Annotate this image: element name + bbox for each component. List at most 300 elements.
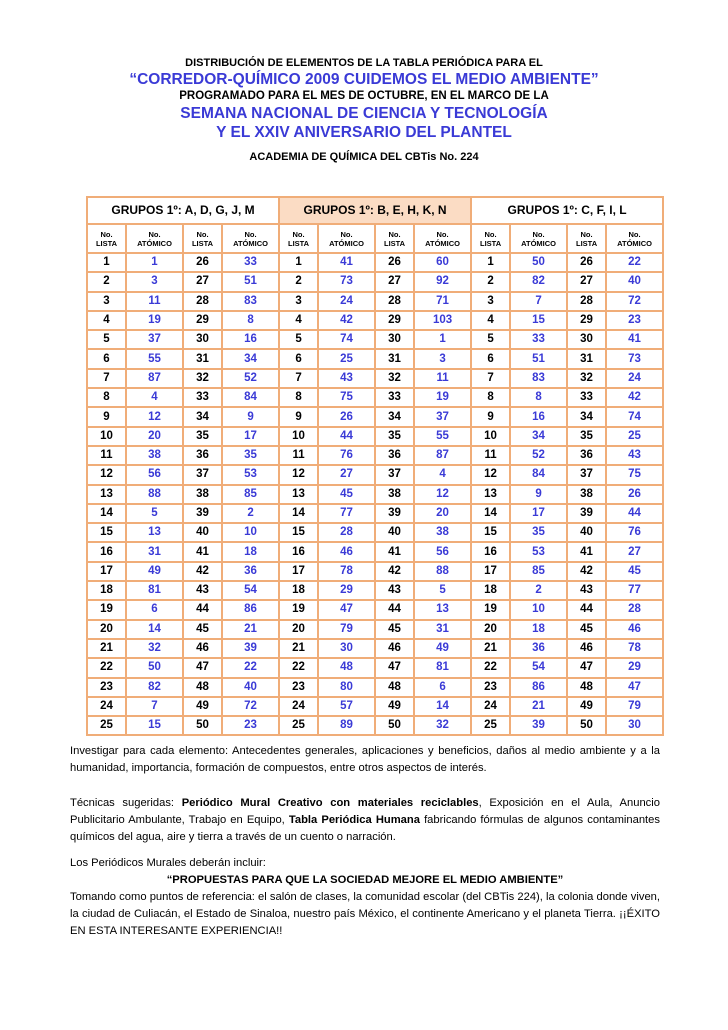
mural-technique: Periódico Mural Creativo con materiales reciclables [181, 797, 479, 809]
list-number-cell: 49 [567, 697, 606, 716]
column-header-bottom: LISTA [95, 238, 118, 248]
atomic-number-cell: 75 [606, 465, 663, 484]
list-number-cell: 23 [471, 678, 510, 697]
techniques-text: Técnicas sugeridas: [70, 797, 182, 809]
atomic-number-cell: 49 [126, 562, 183, 581]
list-number-cell: 42 [183, 562, 222, 581]
table-row [87, 562, 663, 581]
column-header-bottom: ATÓMICO [521, 238, 556, 248]
table-row [87, 369, 663, 388]
atomic-number-cell: 17 [510, 504, 567, 523]
list-number-cell: 49 [375, 697, 414, 716]
column-header [375, 224, 414, 253]
atomic-number-cell: 16 [510, 407, 567, 426]
list-number-cell: 35 [567, 427, 606, 446]
column-header-top: No. [148, 229, 161, 239]
atomic-number-cell: 55 [126, 349, 183, 368]
atomic-number-cell: 103 [414, 311, 471, 330]
atomic-number-cell: 26 [318, 407, 375, 426]
column-header-top: No. [196, 229, 209, 239]
atomic-number-cell: 11 [414, 369, 471, 388]
list-number-cell: 14 [279, 504, 318, 523]
atomic-number-cell: 45 [606, 562, 663, 581]
atomic-number-cell: 46 [318, 542, 375, 561]
group-header-row [87, 197, 663, 224]
list-number-cell: 39 [567, 504, 606, 523]
table-row [87, 465, 663, 484]
list-number-cell: 16 [87, 542, 126, 561]
column-header [471, 224, 510, 253]
atomic-number-cell: 92 [414, 272, 471, 291]
table-row [87, 330, 663, 349]
list-number-cell: 21 [471, 639, 510, 658]
atomic-number-cell: 43 [318, 369, 375, 388]
research-paragraph: Investigar para cada elemento: Antecedentes generales, aplicaciones y beneficios, daños al medio ambiente y a la humanidad, importancia, formación de compuestos, entre otros aspectos de interés. [70, 745, 660, 774]
atomic-number-cell: 51 [222, 272, 279, 291]
list-number-cell: 19 [471, 600, 510, 619]
table-row [87, 620, 663, 639]
academy-line: ACADEMIA DE QUÍMICA DEL CBTis No. 224 [249, 151, 479, 163]
list-number-cell: 19 [279, 600, 318, 619]
atomic-number-cell: 52 [222, 369, 279, 388]
list-number-cell: 8 [87, 388, 126, 407]
atomic-number-cell: 38 [414, 523, 471, 542]
list-number-cell: 32 [567, 369, 606, 388]
table-row [87, 427, 663, 446]
atomic-number-cell: 16 [222, 330, 279, 349]
atomic-number-cell: 87 [414, 446, 471, 465]
list-number-cell: 37 [375, 465, 414, 484]
list-number-cell: 31 [183, 349, 222, 368]
list-number-cell: 32 [183, 369, 222, 388]
column-header-top: No. [436, 229, 449, 239]
table-row [87, 253, 663, 272]
column-header [414, 224, 471, 253]
table-row [87, 542, 663, 561]
atomic-number-cell: 33 [222, 253, 279, 272]
atomic-number-cell: 81 [414, 658, 471, 677]
atomic-number-cell: 21 [222, 620, 279, 639]
techniques-text: fabricando fórmulas de algunos contaminantes químicos del agua, aire y tierra a través de un cuento o narración. [70, 814, 660, 843]
atomic-number-cell: 31 [414, 620, 471, 639]
column-header-bottom: ATÓMICO [233, 238, 268, 248]
list-number-cell: 18 [471, 581, 510, 600]
list-number-cell: 41 [183, 542, 222, 561]
element-distribution-table [86, 196, 664, 736]
list-number-cell: 47 [375, 658, 414, 677]
list-number-cell: 9 [87, 407, 126, 426]
atomic-number-cell: 88 [126, 485, 183, 504]
atomic-number-cell: 85 [222, 485, 279, 504]
list-number-cell: 45 [375, 620, 414, 639]
list-number-cell: 6 [279, 349, 318, 368]
list-number-cell: 26 [375, 253, 414, 272]
atomic-number-cell: 44 [606, 504, 663, 523]
atomic-number-cell: 25 [318, 349, 375, 368]
list-number-cell: 48 [183, 678, 222, 697]
list-number-cell: 5 [471, 330, 510, 349]
atomic-number-cell: 6 [414, 678, 471, 697]
column-header-bottom: ATÓMICO [425, 238, 460, 248]
list-number-cell: 29 [183, 311, 222, 330]
atomic-number-cell: 84 [222, 388, 279, 407]
atomic-number-cell: 76 [606, 523, 663, 542]
atomic-number-cell: 45 [318, 485, 375, 504]
list-number-cell: 14 [471, 504, 510, 523]
atomic-number-cell: 85 [510, 562, 567, 581]
atomic-number-cell: 8 [222, 311, 279, 330]
list-number-cell: 24 [471, 697, 510, 716]
list-number-cell: 38 [183, 485, 222, 504]
atomic-number-cell: 80 [318, 678, 375, 697]
table-row [87, 697, 663, 716]
table-body [87, 253, 663, 735]
column-header-top: No. [244, 229, 257, 239]
atomic-number-cell: 73 [318, 272, 375, 291]
atomic-number-cell: 7 [126, 697, 183, 716]
list-number-cell: 5 [279, 330, 318, 349]
column-header-bottom: LISTA [480, 238, 502, 248]
list-number-cell: 38 [567, 485, 606, 504]
atomic-number-cell: 82 [126, 678, 183, 697]
list-number-cell: 3 [471, 292, 510, 311]
list-number-cell: 12 [471, 465, 510, 484]
list-number-cell: 22 [279, 658, 318, 677]
week-title: SEMANA NACIONAL DE CIENCIA Y TECNOLOGÍA [180, 105, 548, 122]
list-number-cell: 32 [375, 369, 414, 388]
list-number-cell: 26 [183, 253, 222, 272]
list-number-cell: 21 [279, 639, 318, 658]
atomic-number-cell: 28 [318, 523, 375, 542]
column-header-top: No. [100, 229, 113, 239]
group-header: GRUPOS 1º: C, F, I, L [471, 197, 663, 224]
atomic-number-cell: 14 [126, 620, 183, 639]
list-number-cell: 45 [567, 620, 606, 639]
atomic-number-cell: 6 [126, 600, 183, 619]
header-line-3: PROGRAMADO PARA EL MES DE OCTUBRE, EN EL MARCO DE LA [179, 90, 549, 102]
list-number-cell: 41 [375, 542, 414, 561]
list-number-cell: 50 [567, 716, 606, 735]
atomic-number-cell: 3 [414, 349, 471, 368]
column-header [567, 224, 606, 253]
column-header [279, 224, 318, 253]
atomic-number-cell: 13 [414, 600, 471, 619]
list-number-cell: 14 [87, 504, 126, 523]
atomic-number-cell: 32 [414, 716, 471, 735]
atomic-number-cell: 79 [318, 620, 375, 639]
column-header-top: No. [292, 229, 305, 239]
list-number-cell: 35 [375, 427, 414, 446]
list-number-cell: 10 [279, 427, 318, 446]
list-number-cell: 4 [279, 311, 318, 330]
atomic-number-cell: 9 [510, 485, 567, 504]
list-number-cell: 26 [567, 253, 606, 272]
list-number-cell: 45 [183, 620, 222, 639]
atomic-number-cell: 15 [510, 311, 567, 330]
table-row [87, 407, 663, 426]
atomic-number-cell: 74 [318, 330, 375, 349]
atomic-number-cell: 87 [126, 369, 183, 388]
list-number-cell: 22 [471, 658, 510, 677]
list-number-cell: 34 [567, 407, 606, 426]
column-header [87, 224, 126, 253]
atomic-number-cell: 46 [606, 620, 663, 639]
list-number-cell: 7 [87, 369, 126, 388]
atomic-number-cell: 75 [318, 388, 375, 407]
list-number-cell: 48 [567, 678, 606, 697]
atomic-number-cell: 56 [126, 465, 183, 484]
atomic-number-cell: 89 [318, 716, 375, 735]
atomic-number-cell: 60 [414, 253, 471, 272]
atomic-number-cell: 37 [126, 330, 183, 349]
table-row [87, 658, 663, 677]
atomic-number-cell: 39 [222, 639, 279, 658]
list-number-cell: 47 [567, 658, 606, 677]
column-header-top: No. [340, 229, 353, 239]
list-number-cell: 37 [567, 465, 606, 484]
column-header [318, 224, 375, 253]
list-number-cell: 50 [375, 716, 414, 735]
atomic-number-cell: 55 [414, 427, 471, 446]
list-number-cell: 1 [471, 253, 510, 272]
atomic-number-cell: 48 [318, 658, 375, 677]
list-number-cell: 43 [567, 581, 606, 600]
list-number-cell: 29 [567, 311, 606, 330]
list-number-cell: 30 [375, 330, 414, 349]
murals-text: Tomando como puntos de referencia: el salón de clases, la comunidad escolar (del CBTis 224), la colonia donde viven, la ciudad de Culiacán, el Estado de Sinaloa, nuestro país México, el continente Americano y el planeta Tierra. ¡¡ÉXITO EN ESTA INTERESANTE EXPERIENCIA!! [70, 891, 660, 937]
column-header-top: No. [484, 229, 497, 239]
list-number-cell: 31 [375, 349, 414, 368]
atomic-number-cell: 40 [222, 678, 279, 697]
atomic-number-cell: 20 [414, 504, 471, 523]
atomic-number-cell: 27 [606, 542, 663, 561]
atomic-number-cell: 19 [126, 311, 183, 330]
atomic-number-cell: 19 [414, 388, 471, 407]
atomic-number-cell: 21 [510, 697, 567, 716]
table-row [87, 292, 663, 311]
human-table-technique: Tabla Periódica Humana [288, 814, 420, 826]
list-number-cell: 9 [471, 407, 510, 426]
atomic-number-cell: 76 [318, 446, 375, 465]
list-number-cell: 19 [87, 600, 126, 619]
list-number-cell: 11 [87, 446, 126, 465]
techniques-text: , Exposición en el Aula, Anuncio Publicitario Ambulante, Trabajo en Equipo, [70, 797, 660, 826]
atomic-number-cell: 36 [222, 562, 279, 581]
list-number-cell: 27 [567, 272, 606, 291]
list-number-cell: 17 [279, 562, 318, 581]
list-number-cell: 9 [279, 407, 318, 426]
list-number-cell: 11 [471, 446, 510, 465]
atomic-number-cell: 54 [510, 658, 567, 677]
atomic-number-cell: 53 [222, 465, 279, 484]
atomic-number-cell: 4 [126, 388, 183, 407]
atomic-number-cell: 86 [510, 678, 567, 697]
list-number-cell: 23 [279, 678, 318, 697]
column-header-bottom: LISTA [383, 238, 406, 248]
atomic-number-cell: 25 [606, 427, 663, 446]
list-number-cell: 40 [183, 523, 222, 542]
list-number-cell: 38 [375, 485, 414, 504]
atomic-number-cell: 84 [510, 465, 567, 484]
list-number-cell: 27 [375, 272, 414, 291]
atomic-number-cell: 30 [318, 639, 375, 658]
table-row [87, 523, 663, 542]
list-number-cell: 36 [183, 446, 222, 465]
list-number-cell: 18 [279, 581, 318, 600]
list-number-cell: 43 [183, 581, 222, 600]
atomic-number-cell: 50 [510, 253, 567, 272]
atomic-number-cell: 10 [510, 600, 567, 619]
column-header-top: No. [628, 229, 641, 239]
column-header-bottom: ATÓMICO [137, 238, 172, 248]
atomic-number-cell: 5 [414, 581, 471, 600]
list-number-cell: 7 [279, 369, 318, 388]
column-header [126, 224, 183, 253]
list-number-cell: 12 [279, 465, 318, 484]
column-header-row [87, 224, 663, 253]
list-number-cell: 20 [87, 620, 126, 639]
anniversary-title: Y EL XXIV ANIVERSARIO DEL PLANTEL [216, 124, 512, 141]
column-header [606, 224, 663, 253]
atomic-number-cell: 42 [606, 388, 663, 407]
list-number-cell: 18 [87, 581, 126, 600]
atomic-number-cell: 24 [318, 292, 375, 311]
column-header-bottom: LISTA [287, 238, 310, 248]
atomic-number-cell: 23 [222, 716, 279, 735]
list-number-cell: 21 [87, 639, 126, 658]
atomic-number-cell: 18 [510, 620, 567, 639]
atomic-number-cell: 77 [318, 504, 375, 523]
techniques-paragraph [70, 795, 660, 846]
list-number-cell: 50 [183, 716, 222, 735]
column-header-bottom: LISTA [576, 238, 598, 248]
atomic-number-cell: 38 [126, 446, 183, 465]
list-number-cell: 16 [471, 542, 510, 561]
atomic-number-cell: 72 [606, 292, 663, 311]
atomic-number-cell: 1 [414, 330, 471, 349]
atomic-number-cell: 32 [126, 639, 183, 658]
list-number-cell: 34 [375, 407, 414, 426]
list-number-cell: 46 [183, 639, 222, 658]
atomic-number-cell: 49 [414, 639, 471, 658]
atomic-number-cell: 51 [510, 349, 567, 368]
atomic-number-cell: 36 [510, 639, 567, 658]
atomic-number-cell: 35 [510, 523, 567, 542]
list-number-cell: 20 [279, 620, 318, 639]
atomic-number-cell: 3 [126, 272, 183, 291]
atomic-number-cell: 71 [414, 292, 471, 311]
list-number-cell: 28 [183, 292, 222, 311]
table-row [87, 446, 663, 465]
list-number-cell: 24 [87, 697, 126, 716]
atomic-number-cell: 18 [222, 542, 279, 561]
atomic-number-cell: 20 [126, 427, 183, 446]
list-number-cell: 37 [183, 465, 222, 484]
list-number-cell: 6 [87, 349, 126, 368]
list-number-cell: 36 [567, 446, 606, 465]
atomic-number-cell: 24 [606, 369, 663, 388]
atomic-number-cell: 15 [126, 716, 183, 735]
list-number-cell: 2 [471, 272, 510, 291]
list-number-cell: 12 [87, 465, 126, 484]
list-number-cell: 44 [567, 600, 606, 619]
list-number-cell: 49 [183, 697, 222, 716]
list-number-cell: 23 [87, 678, 126, 697]
list-number-cell: 33 [375, 388, 414, 407]
atomic-number-cell: 11 [126, 292, 183, 311]
column-header-top: No. [532, 229, 545, 239]
atomic-number-cell: 22 [222, 658, 279, 677]
list-number-cell: 44 [183, 600, 222, 619]
atomic-number-cell: 35 [222, 446, 279, 465]
column-header-top: No. [580, 229, 593, 239]
list-number-cell: 22 [87, 658, 126, 677]
atomic-number-cell: 12 [126, 407, 183, 426]
atomic-number-cell: 86 [222, 600, 279, 619]
atomic-number-cell: 7 [510, 292, 567, 311]
group-header: GRUPOS 1º: B, E, H, K, N [279, 197, 471, 224]
atomic-number-cell: 83 [222, 292, 279, 311]
column-header-bottom: ATÓMICO [329, 238, 364, 248]
atomic-number-cell: 78 [606, 639, 663, 658]
list-number-cell: 27 [183, 272, 222, 291]
atomic-number-cell: 73 [606, 349, 663, 368]
atomic-number-cell: 8 [510, 388, 567, 407]
atomic-number-cell: 23 [606, 311, 663, 330]
atomic-number-cell: 83 [510, 369, 567, 388]
atomic-number-cell: 72 [222, 697, 279, 716]
list-number-cell: 4 [471, 311, 510, 330]
list-number-cell: 7 [471, 369, 510, 388]
atomic-number-cell: 50 [126, 658, 183, 677]
list-number-cell: 39 [183, 504, 222, 523]
list-number-cell: 15 [87, 523, 126, 542]
atomic-number-cell: 44 [318, 427, 375, 446]
table-row [87, 504, 663, 523]
atomic-number-cell: 12 [414, 485, 471, 504]
atomic-number-cell: 81 [126, 581, 183, 600]
list-number-cell: 2 [87, 272, 126, 291]
list-number-cell: 28 [567, 292, 606, 311]
list-number-cell: 33 [567, 388, 606, 407]
list-number-cell: 3 [87, 292, 126, 311]
atomic-number-cell: 42 [318, 311, 375, 330]
atomic-number-cell: 54 [222, 581, 279, 600]
list-number-cell: 44 [375, 600, 414, 619]
list-number-cell: 10 [471, 427, 510, 446]
atomic-number-cell: 40 [606, 272, 663, 291]
list-number-cell: 8 [471, 388, 510, 407]
list-number-cell: 20 [471, 620, 510, 639]
list-number-cell: 43 [375, 581, 414, 600]
column-header-bottom: ATÓMICO [617, 238, 652, 248]
list-number-cell: 33 [183, 388, 222, 407]
atomic-number-cell: 79 [606, 697, 663, 716]
column-header [183, 224, 222, 253]
list-number-cell: 25 [279, 716, 318, 735]
list-number-cell: 3 [279, 292, 318, 311]
atomic-number-cell: 82 [510, 272, 567, 291]
column-header [222, 224, 279, 253]
list-number-cell: 1 [87, 253, 126, 272]
murals-paragraph [70, 855, 660, 940]
atomic-number-cell: 34 [510, 427, 567, 446]
atomic-number-cell: 27 [318, 465, 375, 484]
table-row [87, 388, 663, 407]
list-number-cell: 48 [375, 678, 414, 697]
list-number-cell: 25 [87, 716, 126, 735]
list-number-cell: 34 [183, 407, 222, 426]
